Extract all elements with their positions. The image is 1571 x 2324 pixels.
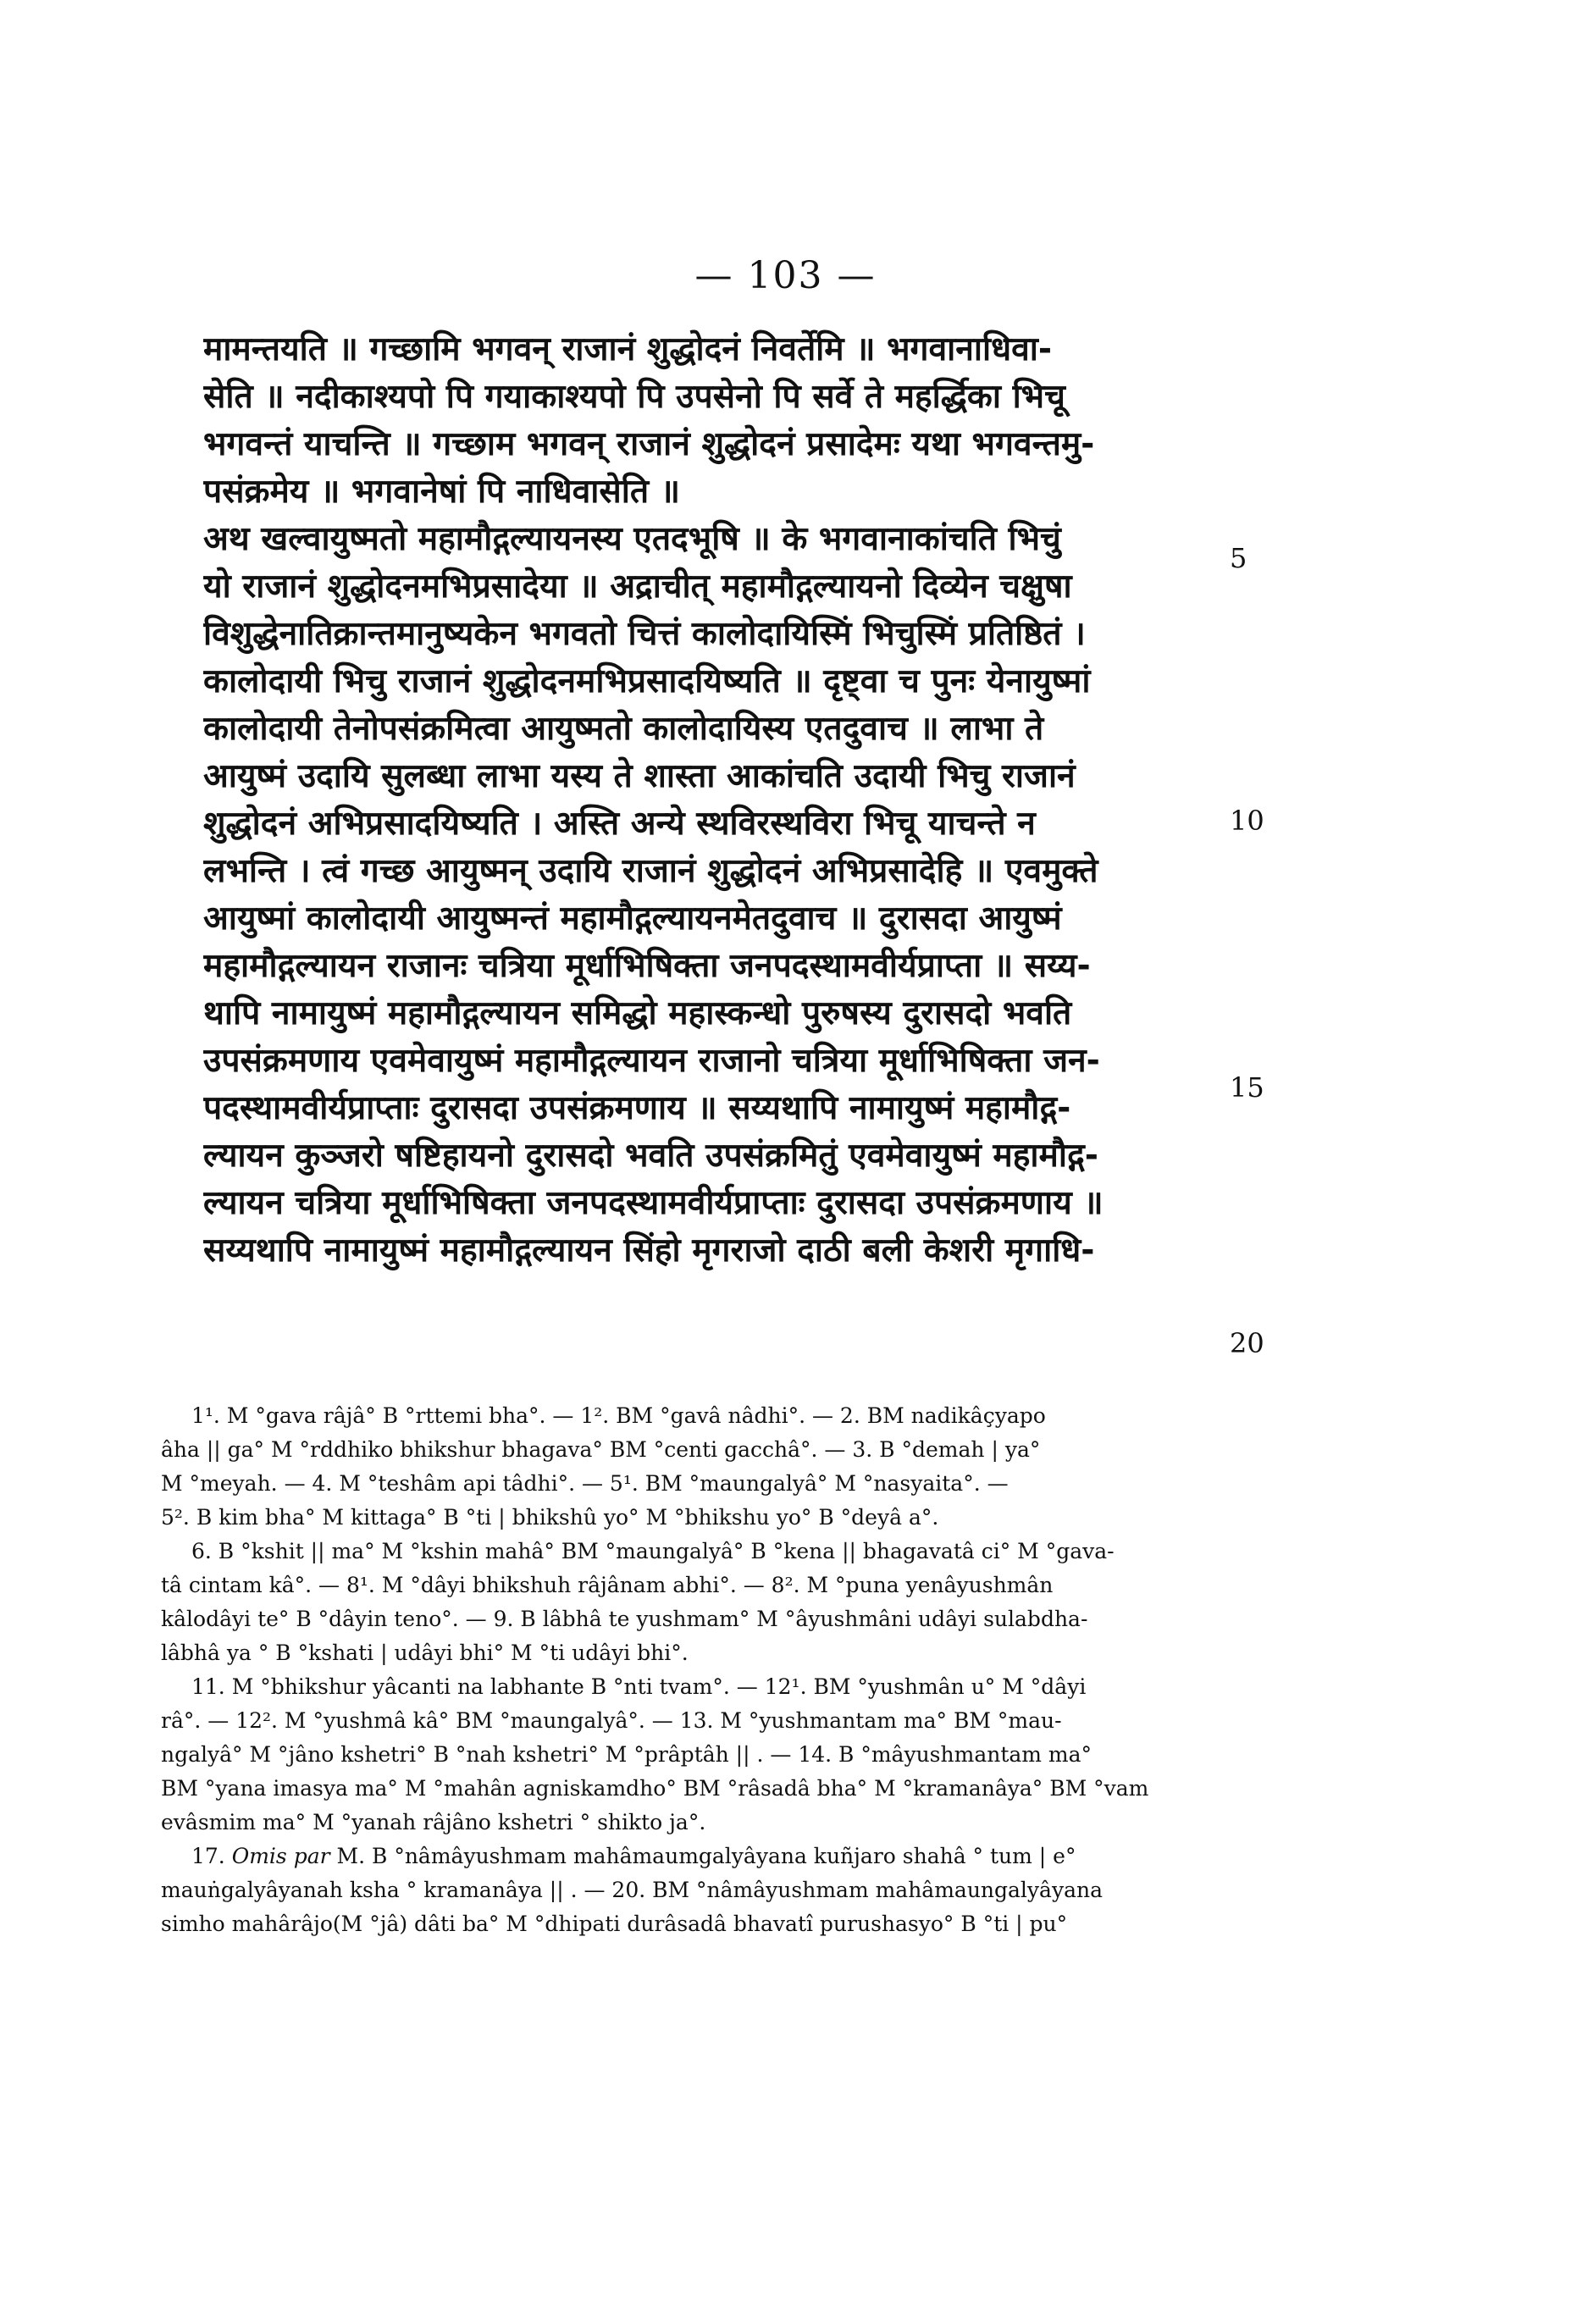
line-number-20: 20 [1230, 1327, 1264, 1359]
main-text-line: महामौद्गल्यायन राजानः चत्रिया मूर्धाभिषिक्ता जनपदस्थामवीर्यप्राप्ता ॥ सय्य- [203, 947, 1091, 985]
footnote-line: evâsmim ma° M °yanah râjâno kshetri ° shikto ja°. [161, 1810, 706, 1834]
main-text-line: उपसंक्रमणाय एवमेवायुष्मं महामौद्गल्यायन राजानो चत्रिया मूर्धाभिषिक्ता जन- [203, 1042, 1100, 1080]
main-text-line: थापि नामायुष्मं महामौद्गल्यायन समिद्धो महास्कन्धो पुरुषस्य दुरासदो भवति [203, 994, 1072, 1032]
footnote-line: tâ cintam kâ°. — 8¹. M °dâyi bhikshuh râjânam abhi°. — 8². M °puna yenâyushmân [161, 1573, 1054, 1597]
main-text-block [203, 326, 1245, 1275]
main-text-line: आयुष्मं उदायि सुलब्धा लाभा यस्य ते शास्ता आकांचति उदायी भिचु राजानं [203, 757, 1076, 795]
main-text-line: आयुष्मां कालोदायी आयुष्मन्तं महामौद्गल्यायनमेतदुवाच ॥ दुरासदा आयुष्मं [203, 899, 1062, 938]
main-text-line: विशुद्धेनातिक्रान्तमानुष्यकेन भगवतो चित्तं कालोदायिस्मिं भिचुस्मिं प्रतिष्ठितं । [203, 615, 1086, 653]
footnote-italic-phrase: Omis par [231, 1844, 330, 1868]
footnote-line: lâbhâ ya ° B °kshati | udâyi bhi° M °ti udâyi bhi°. [161, 1641, 689, 1665]
main-text-line: कालोदायी तेनोपसंक्रमित्वा आयुष्मतो कालोदायिस्य एतदुवाच ॥ लाभा ते [203, 710, 1044, 748]
footnote-line: 1¹. M °gava râjâ° B °rttemi bha°. — 1². BM °gavâ nâdhi°. — 2. BM nadikâçyapo [191, 1403, 1046, 1428]
footnote-line: ngalyâ° M °jâno kshetri° B °nah kshetri° M °prâptâh || . — 14. B °mâyushmantam ma° [161, 1742, 1093, 1767]
footnote-line: 6. B °kshit || ma° M °kshin mahâ° BM °maungalyâ° B °kena || bhagavatâ ci° M °gava- [191, 1539, 1115, 1563]
main-text-line: कालोदायी भिचु राजानं शुद्धोदनमभिप्रसादयिष्यति ॥ दृष्ट्वा च पुनः येनायुष्मां [203, 662, 1091, 700]
main-text-line: पदस्थामवीर्यप्राप्ताः दुरासदा उपसंक्रमणाय ॥ सय्यथापि नामायुष्मं महामौद्ग- [203, 1089, 1071, 1127]
footnote-line: râ°. — 12². M °yushmâ kâ° BM °maungalyâ°. — 13. M °yushmantam ma° BM °mau- [161, 1708, 1062, 1733]
main-text-line: लभन्ति । त्वं गच्छ आयुष्मन् उदायि राजानं शुद्धोदनं अभिप्रसादेहि ॥ एवमुक्ते [203, 852, 1098, 890]
main-text-line: ल्यायन चत्रिया मूर्धाभिषिक्ता जनपदस्थामवीर्यप्राप्ताः दुरासदा उपसंक्रमणाय ॥ [203, 1184, 1104, 1222]
main-text-line: यो राजानं शुद्धोदनमभिप्रसादेया ॥ अद्राचीत् महामौद्गल्यायनो दिव्येन चक्षुषा [203, 567, 1072, 606]
footnote-line: M °meyah. — 4. M °teshâm api tâdhi°. — 5¹. BM °maungalyâ° M °nasyaita°. — [161, 1471, 1009, 1496]
footnote-number: 17. [191, 1844, 225, 1868]
page-number: — 103 — [694, 254, 877, 297]
main-text-line: अथ खल्वायुष्मतो महामौद्गल्यायनस्य एतदभूषि ॥ के भगवानाकांचति भिचुं [203, 520, 1061, 558]
footnote-line: simho mahârâjo(M °jâ) dâti ba° M °dhipati durâsadâ bhavatî purushasyo° B °ti | pu° [161, 1912, 1068, 1936]
main-text-line: मामन्तयति ॥ गच्छामि भगवन् राजानं शुद्धोदनं निवर्तेमि ॥ भगवानाधिवा- [203, 330, 1053, 368]
main-text-line: सय्यथापि नामायुष्मं महामौद्गल्यायन सिंहो मृगराजो दाठी बली केशरी मृगाधि- [203, 1231, 1095, 1270]
footnote-line: mauṅgalyâyanah ksha ° kramanâya || . — 20. BM °nâmâyushmam mahâmaungalyâyana [161, 1878, 1103, 1902]
main-text-line: पसंक्रमेय ॥ भगवानेषां पि नाधिवासेति ॥ [203, 473, 681, 511]
footnote-line: BM °yana imasya ma° M °mahân agniskamdho° BM °râsadâ bha° M °kramanâya° BM °vam [161, 1776, 1149, 1801]
line-number-10: 10 [1230, 805, 1264, 837]
footnotes-block [161, 1399, 1228, 1941]
main-text-line: शुद्धोदनं अभिप्रसादयिष्यति । अस्ति अन्ये स्थविरस्थविरा भिचू याचन्ते न [203, 805, 1036, 843]
footnote-line: 11. M °bhikshur yâcanti na labhante B °nti tvam°. — 12¹. BM °yushmân u° M °dâyi [191, 1674, 1087, 1699]
footnote-line: âha || ga° M °rddhiko bhikshur bhagava° BM °centi gacchâ°. — 3. B °demah | ya° [161, 1437, 1041, 1462]
line-number-5: 5 [1230, 542, 1247, 574]
footnote-line-17 [161, 1840, 1228, 1873]
footnote-line: 5². B kim bha° M kittaga° B °ti | bhikshû yo° M °bhikshu yo° B °deyâ a°. [161, 1505, 939, 1530]
main-text-line: सेति ॥ नदीकाश्यपो पि गयाकाश्यपो पि उपसेनो पि सर्वे ते महर्द्धिका भिचू [203, 378, 1065, 416]
footnote-line: kâlodâyi te° B °dâyin teno°. — 9. B lâbhâ te yushmam° M °âyushmâni udâyi sulabdha- [161, 1607, 1088, 1631]
main-text-line: ल्यायन कुञ्जरो षष्टिहायनो दुरासदो भवति उपसंक्रमितुं एवमेवायुष्मं महामौद्ग- [203, 1137, 1098, 1175]
footnote-text: M. B °nâmâyushmam mahâmaumgalyâyana kuñjaro shahâ ° tum | e° [336, 1844, 1076, 1868]
line-number-15: 15 [1230, 1071, 1264, 1104]
main-text-line: भगवन्तं याचन्ति ॥ गच्छाम भगवन् राजानं शुद्धोदनं प्रसादेमः यथा भगवन्तमु- [203, 425, 1095, 463]
